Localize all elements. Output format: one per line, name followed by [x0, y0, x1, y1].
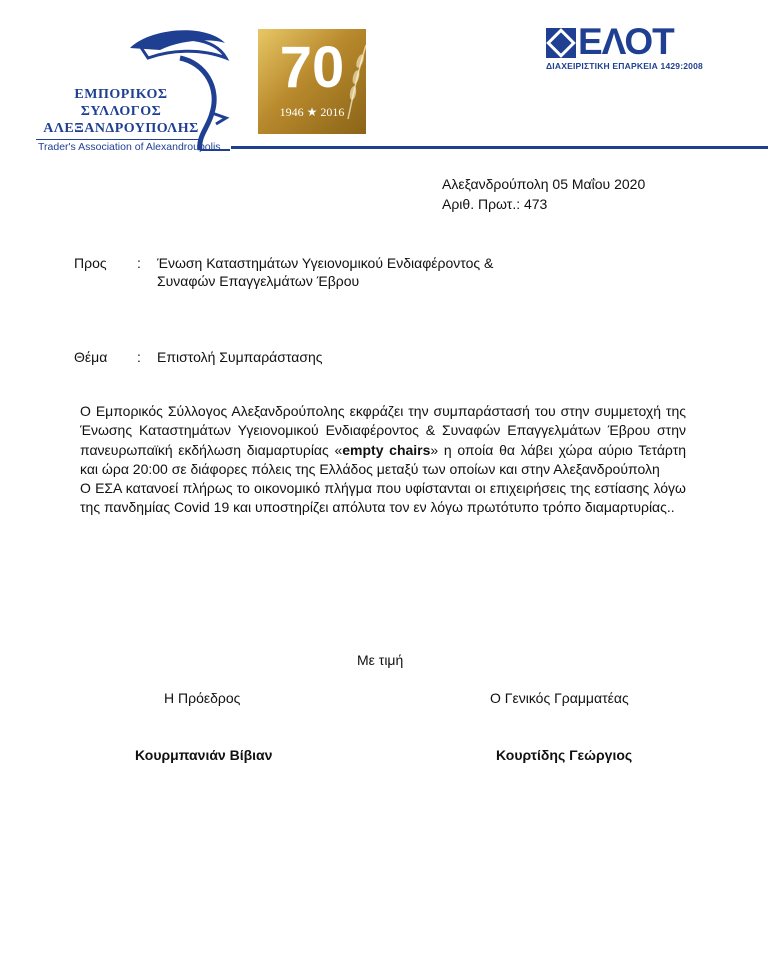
closing: Με τιμή — [357, 652, 404, 668]
anniversary-number: 70 — [279, 35, 345, 100]
anniversary-badge — [258, 29, 366, 134]
elot-subtitle: ΔΙΑΧΕΙΡΙΣΤΙΚΗ ΕΠΑΡΚΕΙΑ 1429:2008 — [546, 61, 703, 71]
event-name: empty chairs — [342, 441, 431, 458]
body-paragraph — [80, 402, 686, 479]
association-underline — [36, 139, 199, 140]
recipient-line: Ένωση Καταστημάτων Υγειονομικού Ενδιαφέροντος & — [157, 255, 494, 271]
elot-diamond-icon — [546, 28, 576, 58]
letter-date: Αλεξανδρούπολη 05 Μαΐου 2020 — [442, 176, 646, 192]
signer-title: Ο Γενικός Γραμματέας — [490, 690, 629, 706]
association-name — [36, 86, 206, 137]
to-colon: : — [137, 255, 141, 271]
protocol-number: Αριθ. Πρωτ.: 473 — [442, 196, 548, 212]
anniversary-years: 1946 ★ 2016 — [279, 105, 345, 119]
body-text: Ο Εμπορικός Σύλλογος Αλεξανδρούπολης εκφράζει την συμπαράστασή του στην συμμετοχή της Ένωσης Καταστημάτων Υγειονομικού Ενδιαφέροντος & Συναφών Επαγγελμάτων Έβρου στην πανευρωπαϊκή εκδήλωση διαμαρτυρίας « — [80, 403, 686, 458]
letter-body — [80, 402, 686, 518]
signer-name: Κουρτίδης Γεώργιος — [496, 747, 633, 763]
subject-colon: : — [137, 349, 141, 365]
association-logo — [30, 18, 230, 158]
association-name-line: ΕΜΠΟΡΙΚΟΣ — [74, 87, 168, 102]
header-divider — [231, 146, 768, 149]
recipient-line: Συναφών Επαγγελμάτων Έβρου — [157, 273, 360, 289]
body-text: » η οποία θα λάβει χώρα αύριο Τετάρτη και ώρα 20:00 σε διάφορες πόλεις της Ελλάδος μεταξύ των οποίων και στην Αλεξανδρούπολη — [80, 441, 687, 477]
association-name-line: ΣΥΛΛΟΓΟΣ — [80, 104, 162, 119]
body-paragraph: Ο ΕΣΑ κατανοεί πλήρως το οικονομικό πλήγμα που υφίστανται οι επιχειρήσεις της εστίασης λόγω της πανδημίας Covid 19 και υποστηρίζει απόλυτα τον εν λόγω πρωτότυπο τρόπο διαμαρτυρίας.. — [80, 480, 686, 516]
signer-name: Κουρμπανιάν Βίβιαν — [135, 747, 273, 763]
association-name-line: ΑΛΕΞΑΝΔΡΟΥΠΟΛΗΣ — [43, 121, 199, 136]
subject-text: Επιστολή Συμπαράστασης — [157, 349, 323, 365]
association-name-en: Trader's Association of Alexandroupolis — [38, 141, 221, 153]
to-label: Προς — [74, 255, 107, 271]
subject-label: Θέμα — [74, 349, 108, 365]
signer-title: Η Πρόεδρος — [164, 690, 241, 706]
elot-logo-text: ΕΛΟΤ — [578, 21, 674, 62]
